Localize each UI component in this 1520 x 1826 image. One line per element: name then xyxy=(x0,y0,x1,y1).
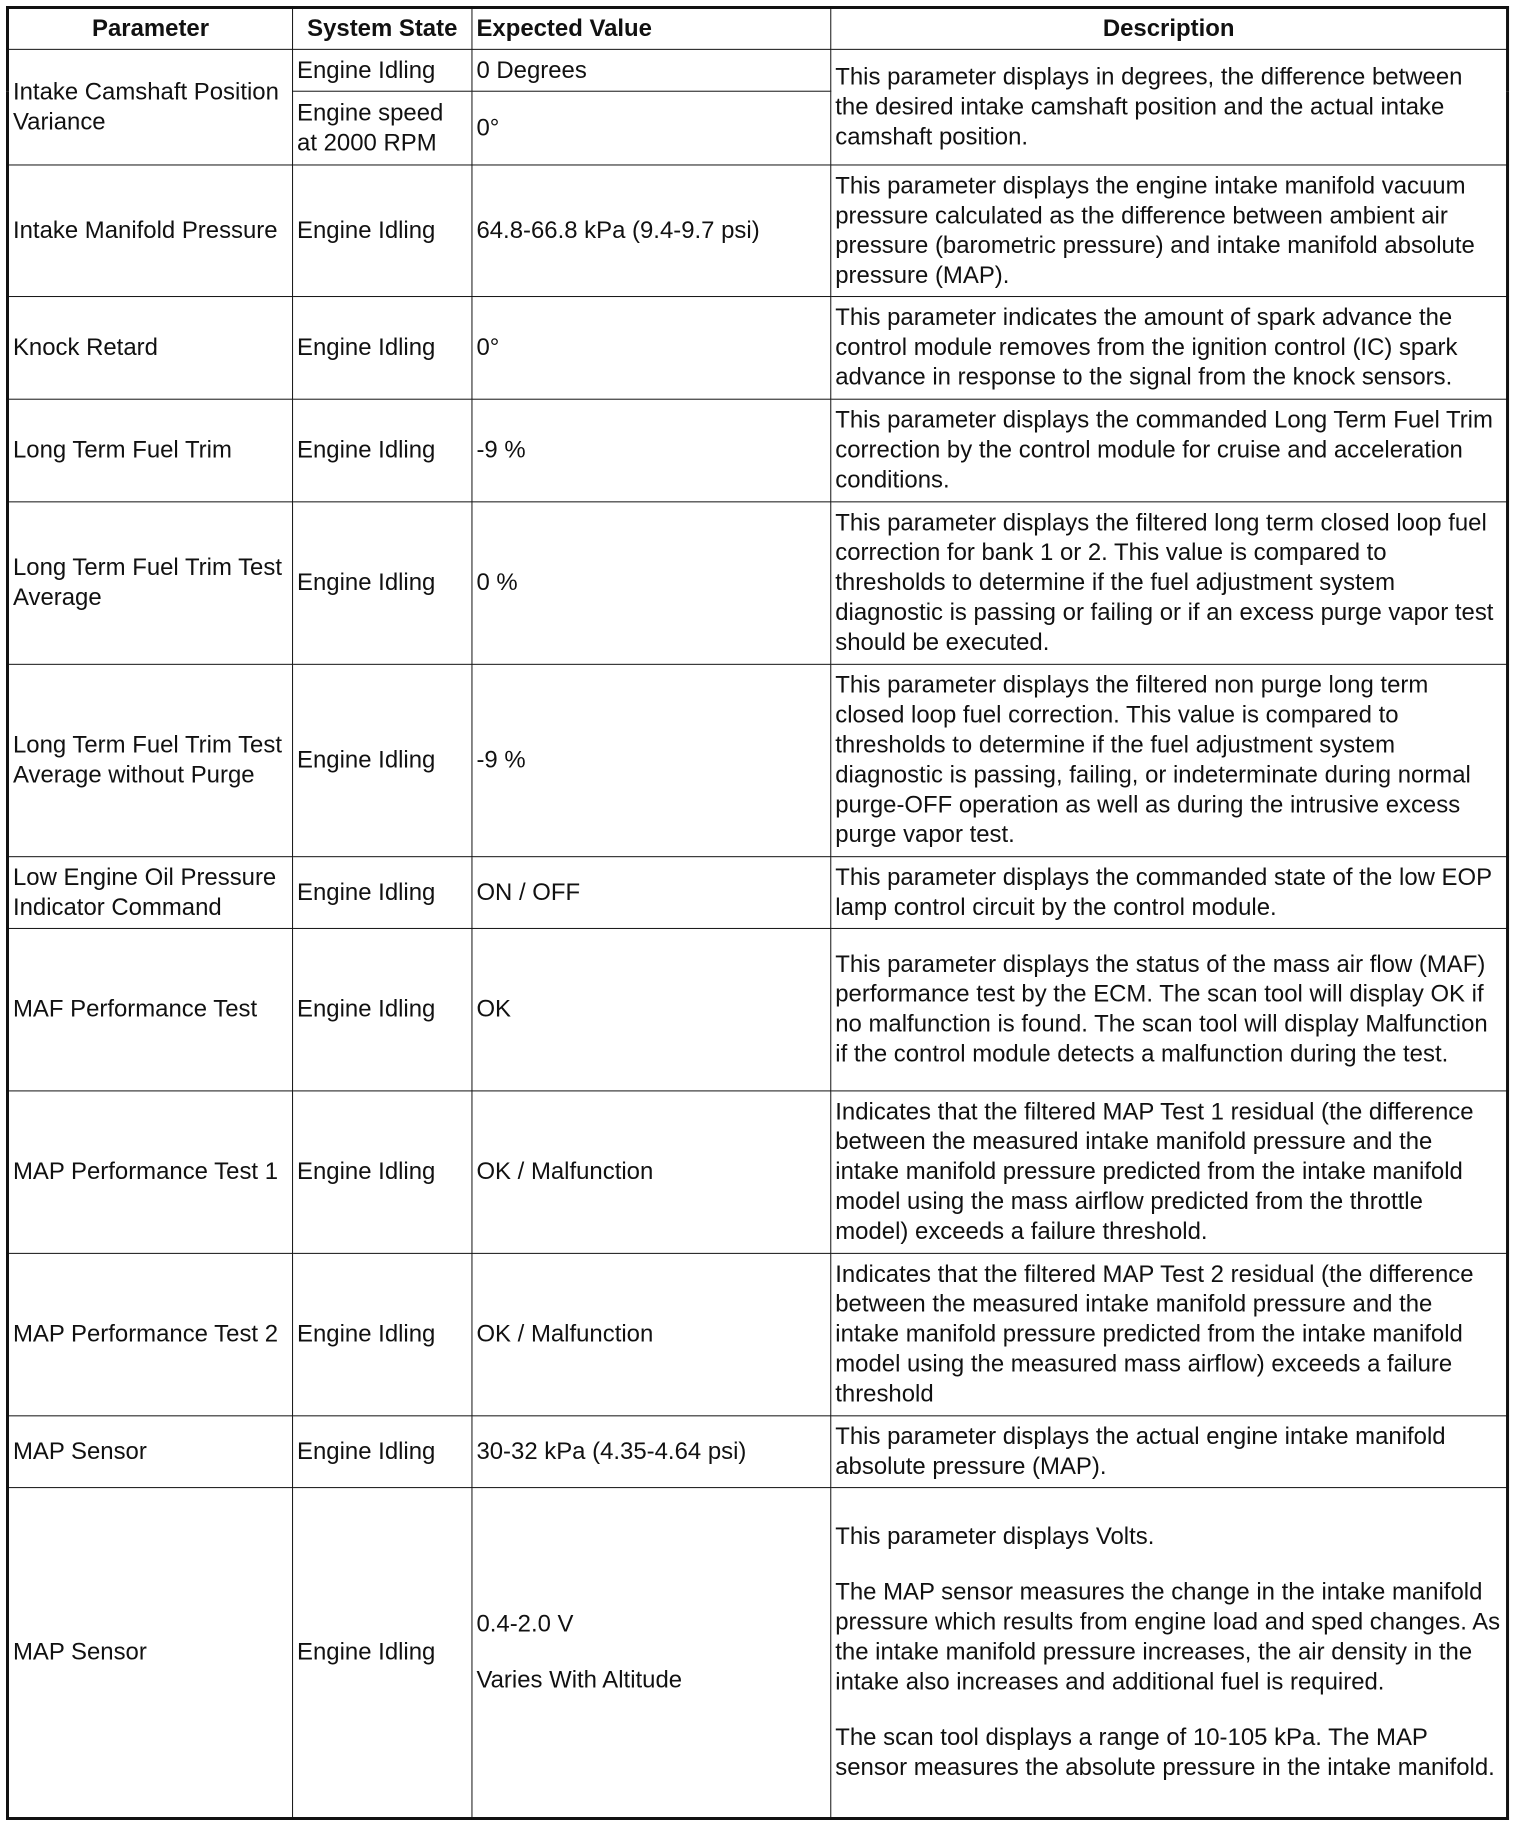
expected-value-note: Varies With Altitude xyxy=(476,1666,683,1694)
parameter-cell: Long Term Fuel Trim Test Average without Purge xyxy=(7,664,292,856)
expected-value-cell: ON / OFF xyxy=(472,857,831,929)
table-row xyxy=(7,928,1507,1090)
expected-value-cell: -9 % xyxy=(472,664,831,856)
description-cell xyxy=(831,1488,1508,1819)
expected-value-cell xyxy=(472,1488,831,1819)
table-row xyxy=(7,49,1507,91)
expected-value-cell: 64.8-66.8 kPa (9.4-9.7 psi) xyxy=(472,165,831,297)
table-row xyxy=(7,502,1507,664)
table-row xyxy=(7,165,1507,297)
parameter-cell: MAP Performance Test 1 xyxy=(7,1091,292,1253)
expected-value-cell: 0 Degrees xyxy=(472,49,831,91)
header-parameter: Parameter xyxy=(7,7,292,49)
expected-value-cell: 30-32 kPa (4.35-4.64 psi) xyxy=(472,1416,831,1488)
description-cell: This parameter displays the status of the mass air flow (MAF) performance test by the ECM. The scan tool will display OK if no malfunction is found. The scan tool will display Malfunction if the control module detects a malfunction during the test. xyxy=(831,928,1508,1090)
system-state-cell: Engine Idling xyxy=(293,928,472,1090)
parameter-cell: Long Term Fuel Trim Test Average xyxy=(7,502,292,664)
expected-value-cell: OK / Malfunction xyxy=(472,1091,831,1253)
table-row xyxy=(7,1416,1507,1488)
expected-value-line: 0.4-2.0 V xyxy=(476,1610,574,1638)
table-row xyxy=(7,1253,1507,1415)
page-wrapper xyxy=(6,6,1509,1814)
table-row xyxy=(7,664,1507,856)
description-paragraph: This parameter displays Volts. xyxy=(835,1522,1155,1550)
parameter-cell: Knock Retard xyxy=(7,297,292,400)
system-state-cell: Engine Idling xyxy=(293,857,472,929)
table-row xyxy=(7,1488,1507,1819)
description-cell: Indicates that the filtered MAP Test 2 residual (the difference between the measured intake manifold pressure and the intake manifold pressure predicted from the intake manifold model using the measured mass airflow) exceeds a failure threshold xyxy=(831,1253,1508,1415)
table-header-row xyxy=(7,7,1507,49)
description-cell: This parameter displays in degrees, the difference between the desired intake camshaft position and the actual intake camshaft position. xyxy=(831,49,1508,165)
system-state-cell: Engine Idling xyxy=(293,664,472,856)
system-state-cell: Engine Idling xyxy=(293,165,472,297)
expected-value-cell: -9 % xyxy=(472,399,831,502)
parameter-cell: MAF Performance Test xyxy=(7,928,292,1090)
expected-value-cell: 0 % xyxy=(472,502,831,664)
expected-value-cell: 0° xyxy=(472,297,831,400)
parameter-cell: Long Term Fuel Trim xyxy=(7,399,292,502)
description-paragraph: The MAP sensor measures the change in the intake manifold pressure which results from engine load and sped changes. As the intake manifold pressure increases, the air density in the intake also increases and additional fuel is required. xyxy=(835,1578,1501,1696)
parameter-table xyxy=(6,6,1509,1820)
description-cell: This parameter displays the filtered long term closed loop fuel correction for bank 1 or 2. This value is compared to thresholds to determine if the fuel adjustment system diagnostic is passing or failing or if an excess purge vapor test should be executed. xyxy=(831,502,1508,664)
table-row xyxy=(7,1091,1507,1253)
expected-value-cell: 0° xyxy=(472,91,831,165)
description-cell: This parameter displays the commanded Long Term Fuel Trim correction by the control module for cruise and acceleration conditions. xyxy=(831,399,1508,502)
parameter-cell: Intake Manifold Pressure xyxy=(7,165,292,297)
header-expected-value: Expected Value xyxy=(472,7,831,49)
description-cell: This parameter displays the actual engine intake manifold absolute pressure (MAP). xyxy=(831,1416,1508,1488)
parameter-cell: Intake Camshaft Position Variance xyxy=(7,49,292,165)
parameter-cell: MAP Performance Test 2 xyxy=(7,1253,292,1415)
description-cell: This parameter displays the filtered non purge long term closed loop fuel correction. This value is compared to thresholds to determine if the fuel adjustment system diagnostic is passing, failing, or indeterminate during normal purge-OFF operation as well as during the intrusive excess purge vapor test. xyxy=(831,664,1508,856)
expected-value-cell: OK / Malfunction xyxy=(472,1253,831,1415)
system-state-cell: Engine Idling xyxy=(293,49,472,91)
table-row xyxy=(7,297,1507,400)
header-system-state: System State xyxy=(293,7,472,49)
description-paragraph: The scan tool displays a range of 10-105 kPa. The MAP sensor measures the absolute pressure in the intake manifold. xyxy=(835,1724,1495,1782)
table-row xyxy=(7,857,1507,929)
system-state-cell: Engine Idling xyxy=(293,1091,472,1253)
table-row xyxy=(7,399,1507,502)
description-cell: This parameter indicates the amount of spark advance the control module removes from the ignition control (IC) spark advance in response to the signal from the knock sensors. xyxy=(831,297,1508,400)
parameter-cell: MAP Sensor xyxy=(7,1416,292,1488)
system-state-cell: Engine Idling xyxy=(293,399,472,502)
description-cell: This parameter displays the engine intake manifold vacuum pressure calculated as the difference between ambient air pressure (barometric pressure) and intake manifold absolute pressure (MAP). xyxy=(831,165,1508,297)
expected-value-cell: OK xyxy=(472,928,831,1090)
system-state-cell: Engine Idling xyxy=(293,297,472,400)
description-cell: This parameter displays the commanded state of the low EOP lamp control circuit by the control module. xyxy=(831,857,1508,929)
header-description: Description xyxy=(831,7,1508,49)
system-state-cell: Engine Idling xyxy=(293,502,472,664)
description-cell: Indicates that the filtered MAP Test 1 residual (the difference between the measured intake manifold pressure and the intake manifold pressure predicted from the intake manifold model using the mass airflow predicted from the throttle model) exceeds a failure threshold. xyxy=(831,1091,1508,1253)
system-state-cell: Engine Idling xyxy=(293,1253,472,1415)
parameter-cell: MAP Sensor xyxy=(7,1488,292,1819)
system-state-cell: Engine speed at 2000 RPM xyxy=(293,91,472,165)
parameter-cell: Low Engine Oil Pressure Indicator Command xyxy=(7,857,292,929)
system-state-cell: Engine Idling xyxy=(293,1488,472,1819)
system-state-cell: Engine Idling xyxy=(293,1416,472,1488)
